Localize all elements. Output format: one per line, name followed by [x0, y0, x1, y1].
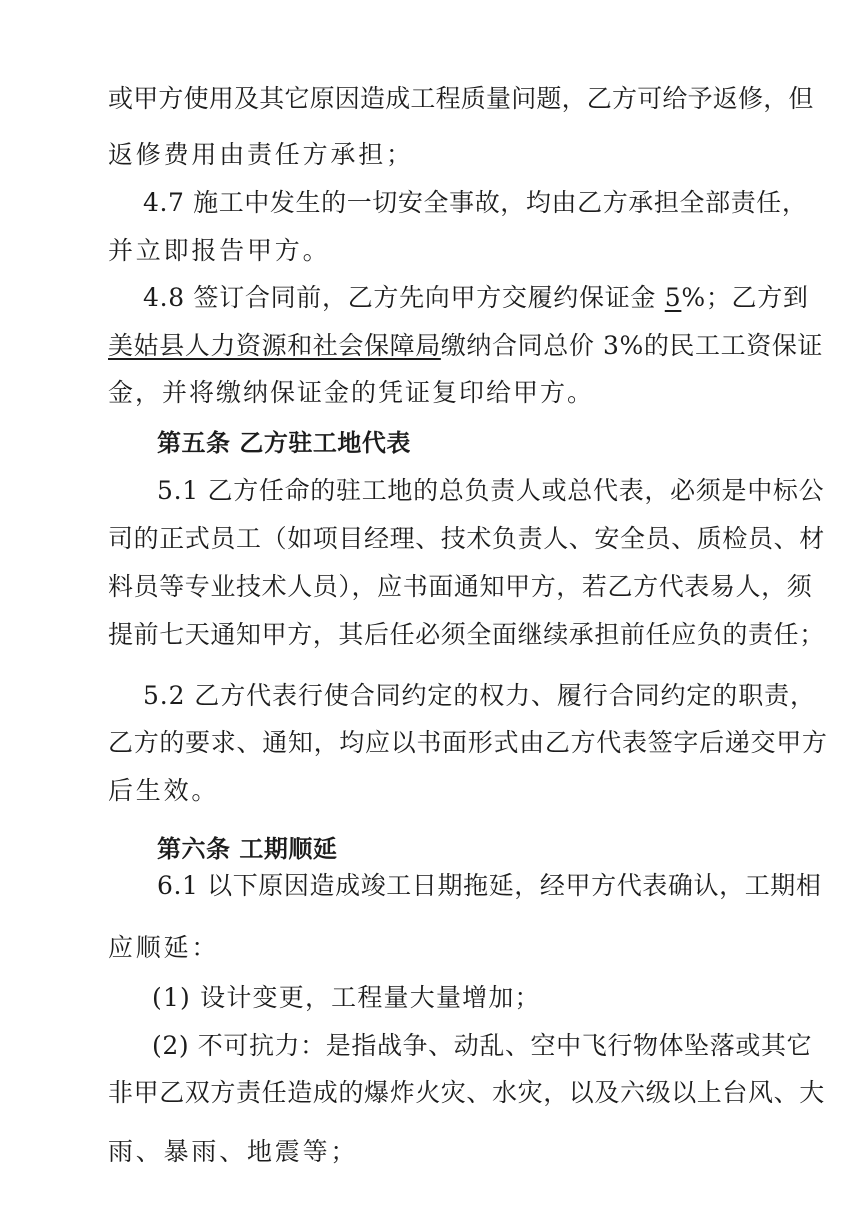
clause-text: %；乙方到	[681, 283, 809, 312]
list-item-2: (2) 不可抗力：是指战争、动乱、空中飞行物体坠落或其它	[152, 1031, 813, 1060]
article-5-heading: 第五条 乙方驻工地代表	[157, 429, 411, 457]
paragraph-line: 提前七天通知甲方，其后任必须全面继续承担前任应负的责任；	[108, 620, 825, 649]
paragraph-line: 返修费用由责任方承担；	[108, 140, 414, 169]
clause-5-1-line: 5.1 乙方任命的驻工地的总负责人或总代表，必须是中标公	[157, 476, 825, 505]
paragraph-line: 司的正式员工（如项目经理、技术负责人、安全员、质检员、材	[108, 524, 825, 553]
clause-6-1-line: 6.1 以下原因造成竣工日期拖延，经甲方代表确认，工期相	[157, 871, 822, 900]
paragraph-line: 后生效。	[108, 776, 220, 805]
clause-text: 缴纳合同总价 3%的民工工资保证	[440, 331, 824, 360]
paragraph-line: 乙方的要求、通知，均应以书面形式由乙方代表签字后递交甲方	[108, 728, 828, 757]
clause-5-2-line: 5.2 乙方代表行使合同约定的权力、履行合同约定的职责，	[143, 681, 816, 710]
authority-name-underlined: 美姑县人力资源和社会保障局	[108, 331, 441, 360]
paragraph-line: 雨、暴雨、地震等；	[108, 1137, 359, 1166]
paragraph-line: 并立即报告甲方。	[108, 236, 331, 265]
paragraph-line: 料员等专业技术人员），应书面通知甲方，若乙方代表易人，须	[108, 572, 813, 601]
list-item-1: (1) 设计变更，工程量大量增加；	[152, 983, 541, 1012]
article-6-heading: 第六条 工期顺延	[157, 835, 338, 863]
deposit-percent-underlined: 5	[664, 283, 682, 312]
paragraph-line: 应顺延：	[108, 933, 220, 962]
clause-4-7-line: 4.7 施工中发生的一切安全事故，均由乙方承担全部责任，	[143, 188, 808, 217]
paragraph-line: 非甲乙双方责任造成的爆炸火灾、水灾，以及六级以上台风、大	[108, 1078, 825, 1107]
paragraph-line	[108, 331, 823, 361]
paragraph-line: 金，并将缴纳保证金的凭证复印给甲方。	[108, 378, 595, 407]
clause-text: 4.8 签订合同前，乙方先向甲方交履约保证金	[143, 283, 665, 312]
clause-4-8-line	[143, 283, 809, 313]
paragraph-line: 或甲方使用及其它原因造成工程质量问题，乙方可给予返修，但	[108, 84, 814, 113]
